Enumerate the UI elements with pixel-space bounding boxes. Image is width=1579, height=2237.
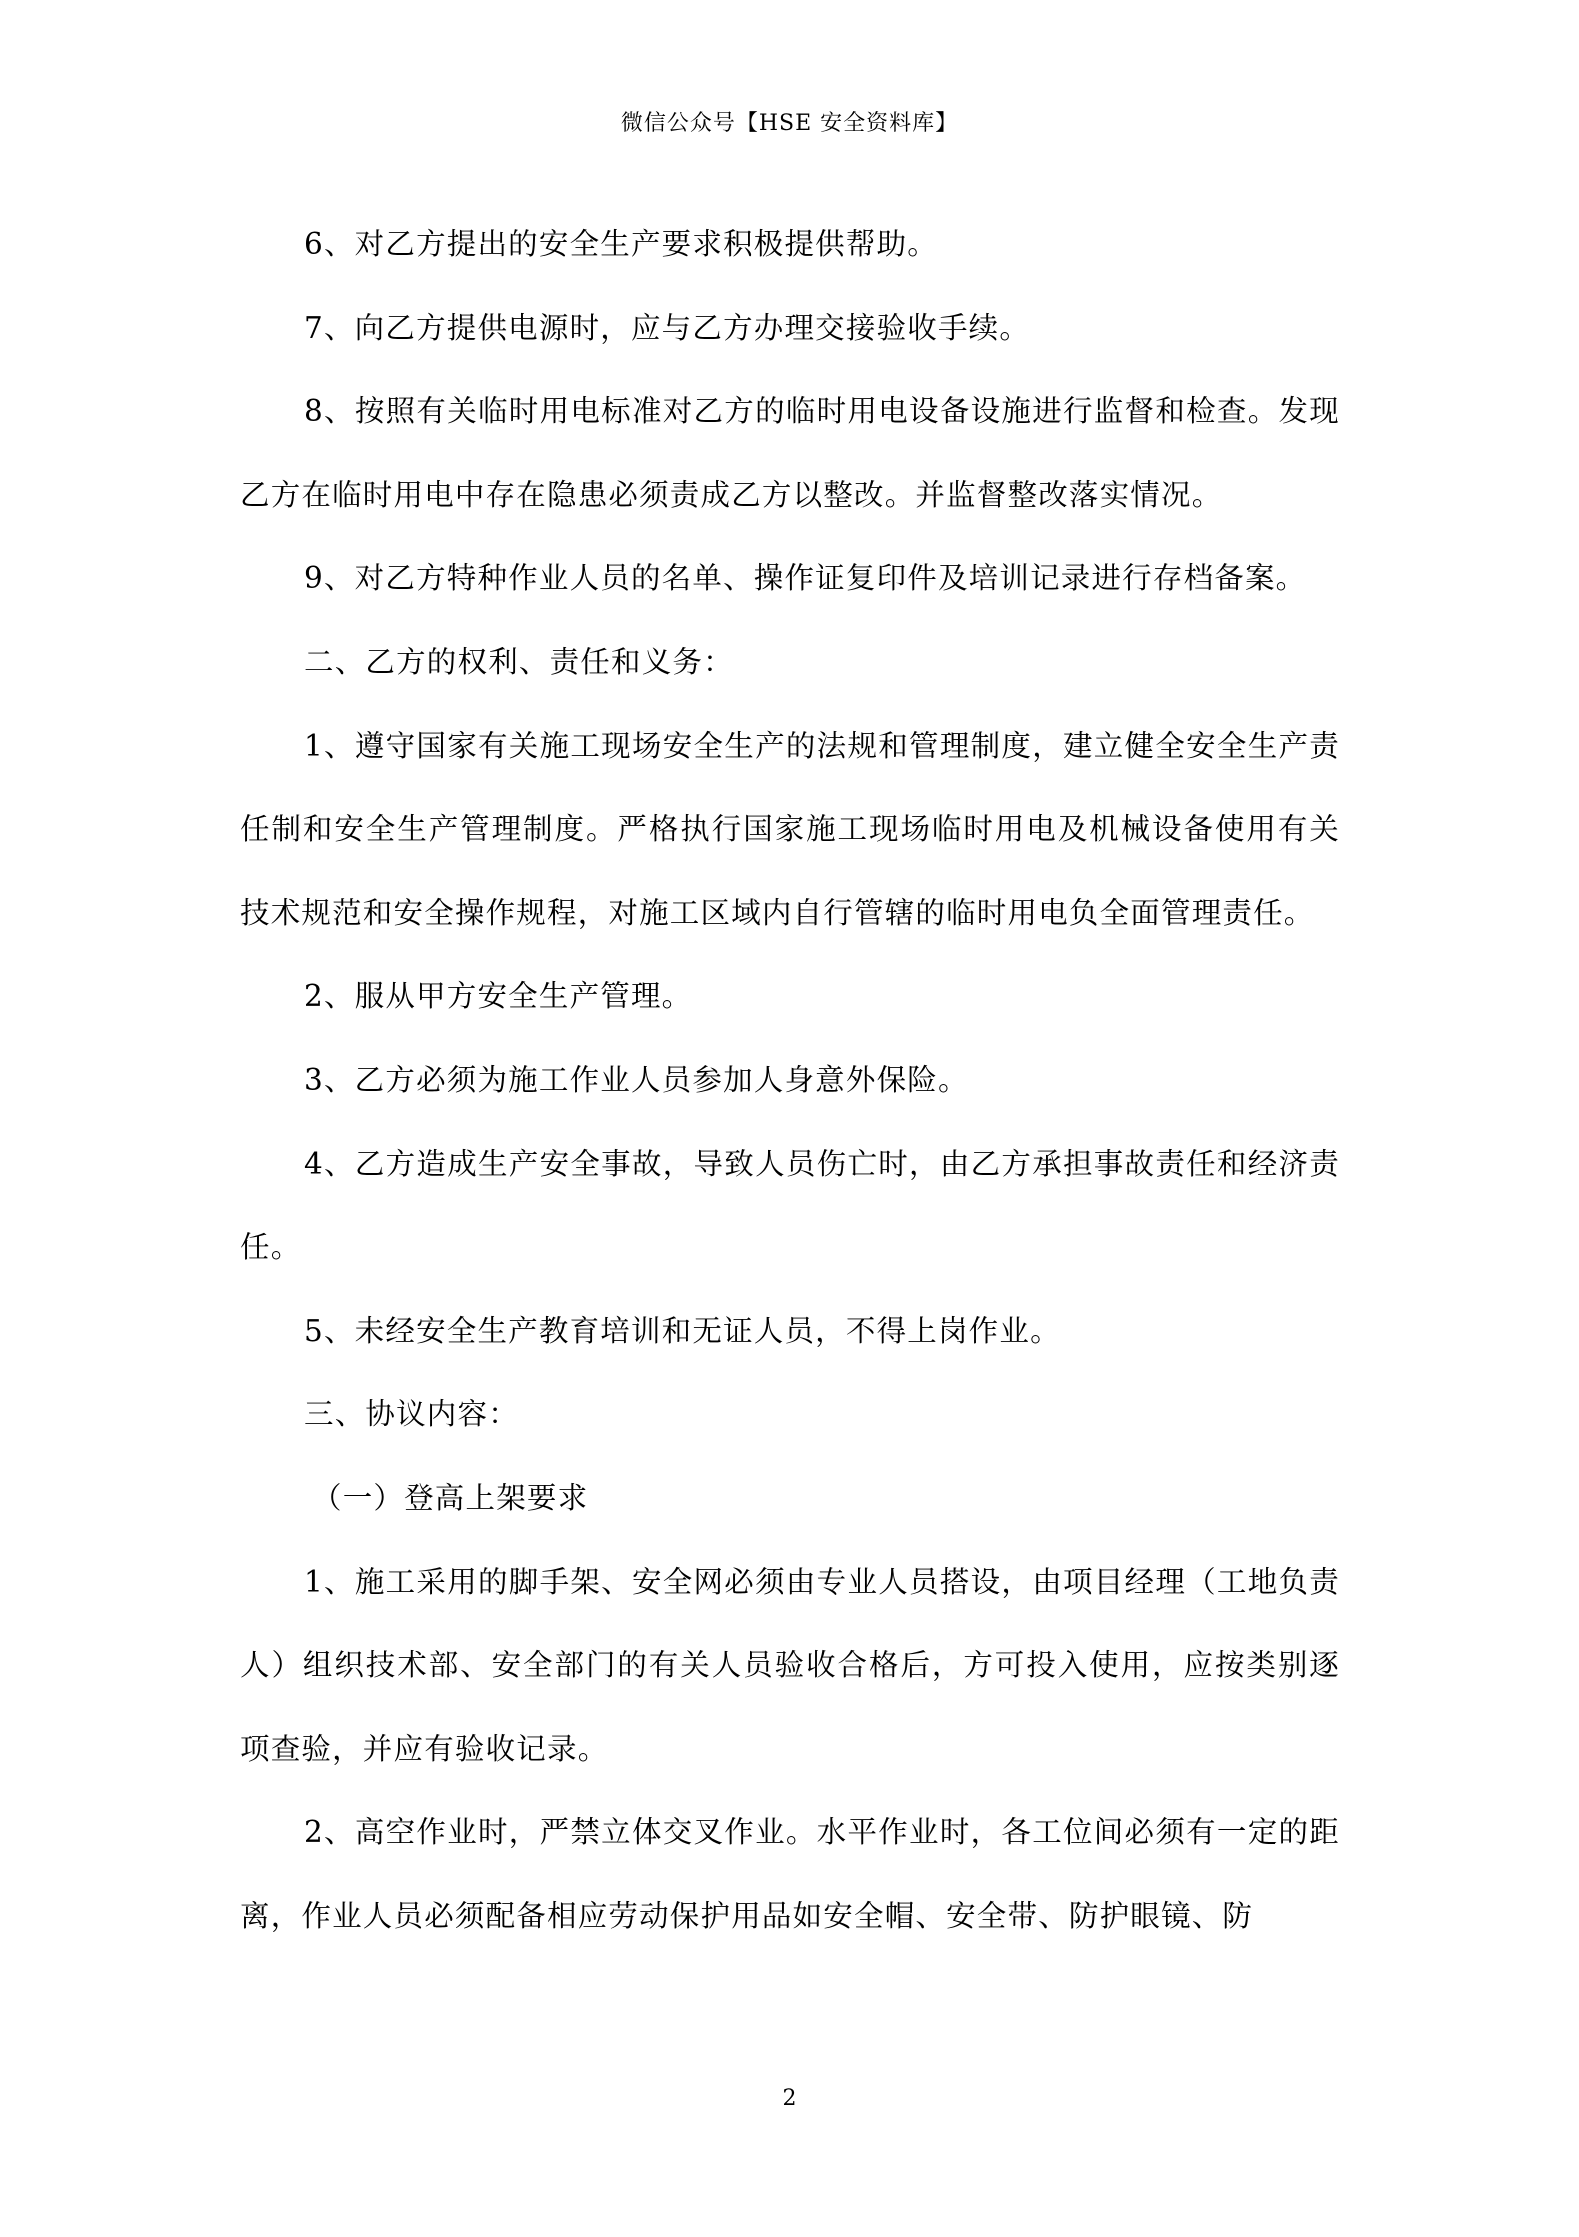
paragraph-item-3: 3、乙方必须为施工作业人员参加人身意外保险。 (304, 1062, 969, 1097)
paragraph-item-4: 4、乙方造成生产安全事故，导致人员伤亡时，由乙方承担事故责任和经济责任。 (240, 1146, 1340, 1265)
document-body (240, 203, 1340, 1958)
section-heading-3: 三、协议内容： (304, 1397, 519, 1432)
paragraph-item-5: 5、未经安全生产教育培训和无证人员，不得上岗作业。 (304, 1313, 1061, 1348)
subsection-heading-1: （一）登高上架要求 (312, 1480, 589, 1515)
paragraph-item-6: 6、对乙方提出的安全生产要求积极提供帮助。 (304, 227, 938, 261)
paragraph-item-7: 7、向乙方提供电源时，应与乙方办理交接验收手续。 (304, 310, 1031, 345)
paragraph-item-1b: 1、施工采用的脚手架、安全网必须由专业人员搭设，由项目经理（工地负责人）组织技术部、安全部门的有关人员验收合格后，方可投入使用，应按类别逐项查验，并应有验收记录。 (240, 1564, 1340, 1766)
paragraph-item-2b: 2、高空作业时，严禁立体交叉作业。水平作业时，各工位间必须有一定的距离，作业人员必须配备相应劳动保护用品如安全帽、安全带、防护眼镜、防 (240, 1815, 1340, 1933)
page-header: 微信公众号【HSE 安全资料库】 (620, 111, 959, 136)
paragraph-item-2: 2、服从甲方安全生产管理。 (304, 979, 693, 1014)
section-heading-2: 二、乙方的权利、责任和义务： (304, 644, 734, 679)
paragraph-item-9: 9、对乙方特种作业人员的名单、操作证复印件及培训记录进行存档备案。 (304, 561, 1307, 596)
page-number: 2 (782, 2086, 797, 2111)
paragraph-item-1: 1、遵守国家有关施工现场安全生产的法规和管理制度，建立健全安全生产责任制和安全生产管理制度。严格执行国家施工现场临时用电及机械设备使用有关技术规范和安全操作规程，对施工区域内自行管辖的临时用电负全面管理责任。 (240, 728, 1340, 930)
paragraph-item-8: 8、按照有关临时用电标准对乙方的临时用电设备设施进行监督和检查。发现乙方在临时用电中存在隐患必须责成乙方以整改。并监督整改落实情况。 (240, 394, 1340, 512)
